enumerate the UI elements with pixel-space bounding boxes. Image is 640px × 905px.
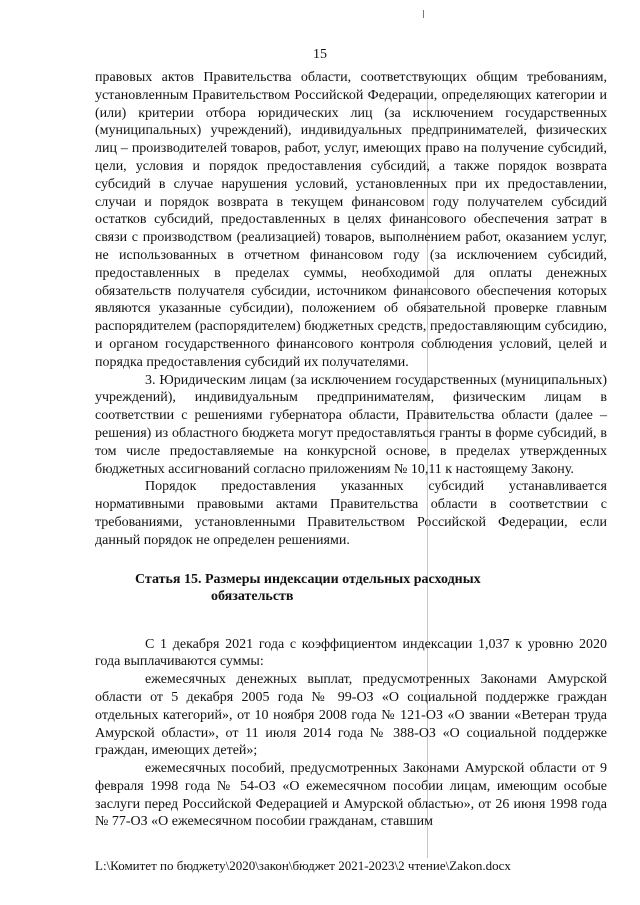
paragraph-continuation: правовых актов Правительства области, соответствующих общим требованиям, установленным Правительством Российской Федерации, определяющих категории и (или) критерии отбора юридических лиц (за исключением государственных (муниципальных) учреждений), индивидуальных предпринимателей, физических лиц – производителей товаров, работ, услуг, имеющих право на получение субсидий, цели, условия и порядок предоставления субсидий, а также порядок возврата субсидий в случае нарушения условий, установленных при их предоставлении, случаи и порядок возврата в текущем финансовом году получателем субсидий остатков субсидий, предоставленных в целях финансового обеспечения затрат в связи с производством (реализацией) товаров, выполнением работ, оказанием услуг, не использованных в отчетном финансовом году (за исключением субсидий, предоставленных в пределах суммы, необходимой для оплаты денежных обязательств получателя субсидии, источником финансового обеспечения которых являются указанные субсидии), положением об обязательной проверке главным распорядителем (распорядителем) бюджетных средств, предоставляющим субсидию, и органом государственного финансового контроля соблюдения условий, целей и порядка предоставления субсидий их получателями. bbox=[95, 70, 607, 370]
paragraph-monthly-payments: ежемесячных денежных выплат, предусмотренных Законами Амурской области от 5 декабря 2005 года № 99-ОЗ «О социальной поддержке граждан отдельных категорий», от 10 ноября 2008 года № 121-ОЗ «О звании «Ветеран труда Амурской области», от 11 июля 2014 года № 388-ОЗ «О социальной поддержке граждан, имеющих детей»; bbox=[95, 672, 607, 759]
paragraph-monthly-allowances: ежемесячных пособий, предусмотренных Законами Амурской области от 9 февраля 1998 года № 54-ОЗ «О ежемесячном пособии лицам, имеющим особые заслуги перед Российской Федерацией и Амурской областью», от 26 июня 1998 года № 77-ОЗ «О ежемесячном пособии гражданам, ставшим bbox=[95, 761, 607, 830]
article-heading-line1: Статья 15. Размеры индексации отдельных расходных bbox=[135, 571, 481, 587]
scan-mark bbox=[423, 10, 424, 18]
document-body bbox=[95, 69, 607, 831]
page-number: 15 bbox=[313, 47, 327, 62]
article-heading-line2: обязательств bbox=[211, 588, 294, 604]
article-heading bbox=[95, 571, 607, 605]
paragraph-indexation: С 1 декабря 2021 года с коэффициентом индексации 1,037 к уровню 2020 года выплачиваются суммы: bbox=[95, 636, 607, 670]
paragraph-item-3: 3. Юридическим лицам (за исключением государственных (муниципальных) учреждений), индивидуальным предпринимателям, физическим лицам в соответствии с решениями губернатора области, Правительства области (далее – решения) из областного бюджета могут предоставляться гранты в форме субсидий, в том числе предоставляемые на конкурсной основе, в пределах утвержденных бюджетных ассигнований согласно приложениям № 10,11 к настоящему Закону. bbox=[95, 372, 607, 477]
paragraph-procedure: Порядок предоставления указанных субсидий устанавливается нормативными правовыми актами Правительства области в соответствии с требованиями, установленными Правительством Российской Федерации, если данный порядок не определен решениями. bbox=[95, 479, 607, 548]
footer-file-path: L:\Комитет по бюджету\2020\закон\бюджет 2021-2023\2 чтение\Zakon.docx bbox=[95, 858, 511, 873]
